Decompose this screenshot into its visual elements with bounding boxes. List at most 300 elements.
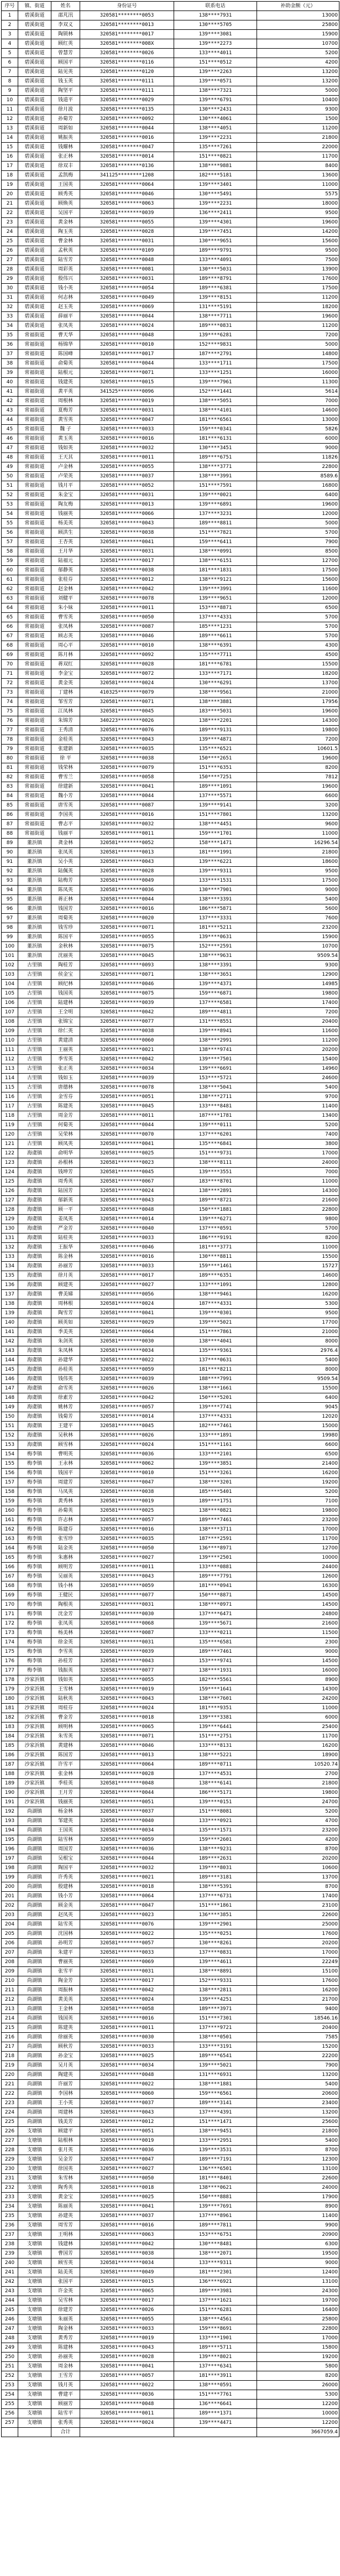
row-town: 古里镇 (18, 1121, 51, 1130)
row-id-number: 320581********0036 (80, 2390, 174, 2400)
table-row (2, 303, 339, 312)
row-index: 78 (2, 735, 18, 745)
row-amount: 21000 (257, 1328, 339, 1337)
row-name: 顾明林 (51, 1722, 80, 1732)
table-row (2, 1281, 339, 1290)
row-amount: 17000 (257, 2334, 339, 2343)
row-amount: 13400 (257, 1111, 339, 1121)
row-phone: 137****3231 (174, 509, 257, 519)
row-phone: 139****2231 (174, 199, 257, 209)
row-town: 碧溪街道 (18, 171, 51, 180)
row-index: 159 (2, 1497, 18, 1506)
row-town: 支塘镇 (18, 2353, 51, 2362)
row-amount: 6400 (257, 491, 339, 500)
row-town: 古里镇 (18, 1045, 51, 1055)
row-id-number: 320581********0045 (80, 1422, 174, 1431)
row-id-number: 320581********0038 (80, 2249, 174, 2258)
row-phone: 189****1371 (174, 2409, 257, 2418)
row-town: 常福街道 (18, 556, 51, 566)
table-row (2, 886, 339, 895)
table-row (2, 1224, 339, 1234)
row-phone: 181****8211 (174, 1365, 257, 1375)
row-phone: 150****2651 (174, 754, 257, 763)
row-phone: 189****6351 (174, 1271, 257, 1281)
row-id-number: 320581********0065 (80, 1722, 174, 1732)
row-town: 常福街道 (18, 594, 51, 603)
table-row (2, 961, 339, 970)
table-row (2, 1064, 339, 1074)
table-row (2, 2409, 339, 2418)
row-amount: 11700 (257, 152, 339, 162)
row-index: 60 (2, 566, 18, 575)
row-town: 海虞镇 (18, 1234, 51, 1243)
row-index: 5 (2, 49, 18, 58)
row-id-number: 320581********0043 (80, 1657, 174, 1666)
row-phone: 138****5051 (174, 397, 257, 406)
row-phone: 150****1881 (174, 1205, 257, 1215)
row-name: 王雪林 (51, 1685, 80, 1694)
table-row (2, 2080, 339, 2089)
row-phone: 135****7711 (174, 650, 257, 660)
table-row (2, 1798, 339, 1807)
row-town: 尚湖镇 (18, 1920, 51, 1929)
row-amount: 19800 (257, 1788, 339, 1798)
row-amount: 14600 (257, 1271, 339, 1281)
row-town: 常福街道 (18, 453, 51, 462)
row-index: 28 (2, 265, 18, 274)
row-index: 211 (2, 1986, 18, 1995)
row-name: 王振华 (51, 1243, 80, 1252)
row-name: 陈建英 (51, 1102, 80, 1111)
row-phone: 133****8131 (174, 1741, 257, 1751)
row-amount: 1500 (257, 115, 339, 124)
row-index: 138 (2, 1299, 18, 1309)
row-index: 177 (2, 1666, 18, 1675)
row-id-number: 320581********0039 (80, 209, 174, 218)
row-name: 陆见英 (51, 67, 80, 77)
row-index: 220 (2, 2070, 18, 2080)
row-id-number: 320581********0057 (80, 1516, 174, 1525)
row-amount: 19200 (257, 1478, 339, 1487)
row-town: 沙家浜镇 (18, 1732, 51, 1741)
row-phone: 189****7191 (174, 2155, 257, 2164)
table-row (2, 1675, 339, 1685)
row-name: 许雪平 (51, 1760, 80, 1770)
table-row (2, 20, 339, 30)
table-row (2, 2343, 339, 2353)
row-index: 139 (2, 1309, 18, 1318)
row-town: 支塘镇 (18, 2136, 51, 2146)
row-name: 周新如 (51, 124, 80, 133)
row-id-number: 320581********0077 (80, 1666, 174, 1675)
row-amount: 5400 (257, 1083, 339, 1092)
subsidy-table (1, 1, 339, 2437)
table-row (2, 566, 339, 575)
table-row (2, 1638, 339, 1647)
row-town: 常福街道 (18, 650, 51, 660)
row-town: 常福街道 (18, 566, 51, 575)
row-name: 王金林 (51, 2005, 80, 2014)
row-index: 163 (2, 1534, 18, 1544)
row-phone: 133****1531 (174, 876, 257, 886)
total-row (2, 2428, 339, 2437)
row-town: 常福街道 (18, 641, 51, 650)
row-amount: 9509.54 (257, 951, 339, 961)
row-phone: 138****0821 (174, 1506, 257, 1516)
row-amount: 2300 (257, 1638, 339, 1647)
row-id-number: 320581********0062 (80, 1459, 174, 1469)
row-index: 181 (2, 1704, 18, 1713)
row-amount: 9500 (257, 867, 339, 876)
row-amount: 15727 (257, 1262, 339, 1271)
table-row (2, 397, 339, 406)
row-town: 碧溪街道 (18, 49, 51, 58)
row-town: 支塘镇 (18, 2306, 51, 2315)
row-town: 碧溪街道 (18, 124, 51, 133)
row-id-number: 320581********0040 (80, 1224, 174, 1234)
row-index: 135 (2, 1271, 18, 1281)
row-name: 周建芳 (51, 1478, 80, 1487)
table-row (2, 1779, 339, 1788)
row-town: 沙家浜镇 (18, 1704, 51, 1713)
row-phone: 139****3381 (174, 1713, 257, 1722)
row-amount: 12900 (257, 970, 339, 980)
row-town: 尚湖镇 (18, 1976, 51, 1986)
table-row (2, 1525, 339, 1534)
row-town: 古里镇 (18, 1055, 51, 1064)
row-name: 黄秀林 (51, 1497, 80, 1506)
row-id-number: 320581********0032 (80, 444, 174, 453)
row-town: 尚湖镇 (18, 1929, 51, 1939)
row-index: 102 (2, 961, 18, 970)
row-amount: 7200 (257, 331, 339, 340)
row-phone: 189****3181 (174, 1873, 257, 1882)
table-row (2, 1666, 339, 1675)
row-id-number: 320581********0075 (80, 942, 174, 951)
row-town: 尚湖镇 (18, 1873, 51, 1882)
row-amount: 11200 (257, 124, 339, 133)
row-phone: 139****7741 (174, 1403, 257, 1412)
row-town: 常福街道 (18, 406, 51, 415)
row-id-number: 320581********0013 (80, 20, 174, 30)
row-phone: 137****3331 (174, 914, 257, 923)
row-name: 黄建林 (51, 1741, 80, 1751)
row-phone: 139****6691 (174, 1064, 257, 1074)
row-town: 古里镇 (18, 1027, 51, 1036)
row-town: 碧溪街道 (18, 303, 51, 312)
table-row (2, 669, 339, 679)
row-amount: 14500 (257, 1657, 339, 1666)
row-town: 支塘镇 (18, 2418, 51, 2428)
row-amount: 20200 (257, 1854, 339, 1864)
row-id-number: 320581********0038 (80, 1487, 174, 1497)
table-row (2, 171, 339, 180)
row-phone: 138****3391 (174, 961, 257, 970)
row-id-number: 320581********0071 (80, 1732, 174, 1741)
table-row (2, 989, 339, 998)
row-phone: 133****1091 (174, 1281, 257, 1290)
row-index: 91 (2, 857, 18, 867)
table-row (2, 1290, 339, 1299)
row-index: 183 (2, 1722, 18, 1732)
row-amount: 9500 (257, 1309, 339, 1318)
row-id-number: 320581********0070 (80, 1130, 174, 1139)
row-id-number: 320581********0010 (80, 641, 174, 650)
row-index: 165 (2, 1553, 18, 1563)
row-id-number: 320581********0019 (80, 2334, 174, 2343)
table-row (2, 49, 339, 58)
row-index: 38 (2, 359, 18, 368)
row-index: 226 (2, 2127, 18, 2136)
row-amount: 8500 (257, 547, 339, 556)
row-name: 顾英如 (51, 1318, 80, 1328)
table-row (2, 1234, 339, 1243)
row-town: 尚湖镇 (18, 1995, 51, 2005)
table-row (2, 1958, 339, 1967)
row-name: 张凤林 (51, 622, 80, 632)
row-name: 王雪芳 (51, 2371, 80, 2381)
row-phone: 137****6341 (174, 2362, 257, 2371)
row-index: 180 (2, 1694, 18, 1704)
row-id-number: 320581********0076 (80, 726, 174, 735)
row-amount: 9400 (257, 2005, 339, 2014)
table-row (2, 1149, 339, 1158)
row-name: 陶坚平 (51, 86, 80, 96)
table-row (2, 1271, 339, 1281)
table-row (2, 190, 339, 199)
row-id-number: 320581********0041 (80, 2362, 174, 2371)
row-index: 88 (2, 829, 18, 839)
header-index: 序号 (2, 2, 18, 11)
row-amount: 14500 (257, 1600, 339, 1610)
row-name: 顾雪英 (51, 2258, 80, 2268)
row-name: 徐月英 (51, 1271, 80, 1281)
row-amount: 14500 (257, 1591, 339, 1600)
row-town: 碧溪街道 (18, 321, 51, 331)
row-town: 常福街道 (18, 462, 51, 472)
table-row (2, 998, 339, 1008)
row-name: 陶桂芳 (51, 961, 80, 970)
row-index: 10 (2, 96, 18, 105)
row-name: 金桂英 (51, 735, 80, 745)
table-row (2, 105, 339, 115)
table-row (2, 2324, 339, 2334)
row-name: 陶金林 (51, 2324, 80, 2334)
row-name: 王丽英 (51, 1045, 80, 1055)
row-amount: 8900 (257, 1675, 339, 1685)
row-town: 尚湖镇 (18, 2014, 51, 2023)
row-phone: 137****4331 (174, 1412, 257, 1422)
row-index: 114 (2, 1074, 18, 1083)
row-id-number: 320581********0031 (80, 406, 174, 415)
row-phone: 130****6291 (174, 679, 257, 688)
row-name: 卢金林 (51, 462, 80, 472)
row-name: 季桂英 (51, 1779, 80, 1788)
row-id-number: 320581********0031 (80, 547, 174, 556)
row-phone: 138****9461 (174, 1290, 257, 1299)
row-id-number: 320581********0071 (80, 970, 174, 980)
row-phone: 189****5711 (174, 2343, 257, 2353)
row-name: 曹雪英 (51, 613, 80, 622)
row-index: 212 (2, 1995, 18, 2005)
row-amount: 15900 (257, 30, 339, 39)
row-phone: 189****8791 (174, 274, 257, 284)
row-town: 海虞镇 (18, 1252, 51, 1262)
row-name: 徐仁英 (51, 1027, 80, 1036)
row-amount: 11000 (257, 1177, 339, 1186)
row-phone: 137****1621 (174, 2296, 257, 2306)
row-phone: 159****6871 (174, 989, 257, 998)
row-phone: 139****2263 (174, 67, 257, 77)
row-town: 古里镇 (18, 1064, 51, 1074)
row-town: 董浜镇 (18, 942, 51, 951)
row-name: 钱道平 (51, 96, 80, 105)
row-amount: 6000 (257, 434, 339, 444)
row-id-number: 320581********0064 (80, 1328, 174, 1337)
row-town: 梅李镇 (18, 1553, 51, 1563)
row-town: 海虞镇 (18, 1422, 51, 1431)
row-id-number: 320581********0048 (80, 1205, 174, 1215)
row-index: 121 (2, 1139, 18, 1149)
row-town: 支塘镇 (18, 2230, 51, 2240)
row-name: 陈凤英 (51, 886, 80, 895)
row-amount: 4500 (257, 650, 339, 660)
row-amount: 11200 (257, 293, 339, 303)
row-id-number: 320581********0111 (80, 86, 174, 96)
row-index: 196 (2, 1845, 18, 1854)
row-amount: 20600 (257, 2089, 339, 2099)
row-town: 古里镇 (18, 998, 51, 1008)
row-phone: 181****0941 (174, 1581, 257, 1591)
row-id-number: 320581********0050 (80, 1544, 174, 1553)
row-name: 顾焕英 (51, 199, 80, 209)
row-town: 碧溪街道 (18, 115, 51, 124)
row-id-number: 320581********0034 (80, 2061, 174, 2070)
row-amount: 4300 (257, 641, 339, 650)
row-phone: 138****0621 (174, 2183, 257, 2193)
row-index: 197 (2, 1854, 18, 1864)
row-name: 钱丽英 (51, 1798, 80, 1807)
row-phone: 189****0831 (174, 321, 257, 331)
row-name: 王建平 (51, 1422, 80, 1431)
row-id-number: 320581********0042 (80, 585, 174, 594)
row-phone: 136****8971 (174, 1544, 257, 1553)
row-id-number: 320581********0045 (80, 707, 174, 716)
row-amount: 15900 (257, 933, 339, 942)
row-name: 季美英 (51, 1328, 80, 1337)
table-row (2, 980, 339, 989)
row-id-number: 320581********0053 (80, 11, 174, 20)
row-phone: 137****4531 (174, 1770, 257, 1779)
row-index: 223 (2, 2099, 18, 2108)
row-phone: 139****4301 (174, 218, 257, 227)
row-id-number: 320581********0017 (80, 1976, 174, 1986)
row-phone: 138****2811 (174, 1986, 257, 1995)
table-row (2, 444, 339, 453)
row-phone: 139****6281 (174, 331, 257, 340)
row-index: 221 (2, 2080, 18, 2089)
row-phone: 189****6751 (174, 453, 257, 462)
row-amount: 7500 (257, 256, 339, 265)
table-row (2, 1196, 339, 1205)
row-index: 219 (2, 2061, 18, 2070)
row-id-number: 320581********0047 (80, 1478, 174, 1487)
table-row (2, 895, 339, 904)
row-index: 141 (2, 1328, 18, 1337)
row-amount: 11700 (257, 1534, 339, 1544)
row-town: 常福街道 (18, 415, 51, 425)
row-index: 90 (2, 848, 18, 857)
table-row (2, 237, 339, 246)
row-town: 支塘镇 (18, 2315, 51, 2324)
row-id-number: 320581********0011 (80, 603, 174, 613)
row-index: 4 (2, 39, 18, 49)
table-row (2, 1788, 339, 1798)
row-phone: 138****2201 (174, 716, 257, 726)
row-id-number: 320581********0028 (80, 660, 174, 669)
row-amount: 9500 (257, 209, 339, 218)
row-name: 徐建新 (51, 782, 80, 792)
row-town: 沙家浜镇 (18, 1741, 51, 1751)
table-row (2, 481, 339, 491)
row-index: 29 (2, 274, 18, 284)
row-index: 250 (2, 2353, 18, 2362)
row-amount: 6000 (257, 1713, 339, 1722)
row-phone: 139****8941 (174, 1027, 257, 1036)
row-id-number: 320581********0039 (80, 998, 174, 1008)
row-index: 118 (2, 1111, 18, 1121)
row-town: 碧溪街道 (18, 180, 51, 190)
row-amount: 13700 (257, 1873, 339, 1882)
row-name: 王国英 (51, 180, 80, 190)
table-row (2, 2221, 339, 2230)
row-phone: 189****6611 (174, 632, 257, 641)
table-row (2, 1083, 339, 1092)
row-town: 梅李镇 (18, 1450, 51, 1459)
table-row (2, 265, 339, 274)
row-index: 85 (2, 801, 18, 810)
table-row (2, 1534, 339, 1544)
row-index: 238 (2, 2240, 18, 2249)
row-id-number: 320581********0043 (80, 857, 174, 867)
row-id-number: 320581********0025 (80, 2193, 174, 2202)
row-id-number: 320581********0092 (80, 650, 174, 660)
row-index: 69 (2, 650, 18, 660)
row-name: 钱国英 (51, 2014, 80, 2023)
table-row (2, 942, 339, 951)
row-phone: 185****1231 (174, 622, 257, 632)
row-name: 黄秀芳 (51, 2334, 80, 2343)
row-name: 周金芳 (51, 1111, 80, 1121)
row-name: 钱菊芳 (51, 1412, 80, 1422)
row-amount: 5400 (257, 1356, 339, 1365)
table-row (2, 331, 339, 340)
row-town: 董浜镇 (18, 876, 51, 886)
row-town: 常福街道 (18, 491, 51, 500)
row-id-number: 320581********0024 (80, 1186, 174, 1196)
row-index: 213 (2, 2005, 18, 2014)
row-town: 董浜镇 (18, 904, 51, 914)
row-name: 钱月平 (51, 481, 80, 491)
row-town: 梅李镇 (18, 1657, 51, 1666)
row-index: 169 (2, 1591, 18, 1600)
table-row (2, 1657, 339, 1666)
row-amount: 6500 (257, 1450, 339, 1459)
row-id-number: 320581********0048 (80, 1779, 174, 1788)
row-town: 海虞镇 (18, 1440, 51, 1450)
row-name: 陶金芳 (51, 1976, 80, 1986)
row-index: 97 (2, 914, 18, 923)
